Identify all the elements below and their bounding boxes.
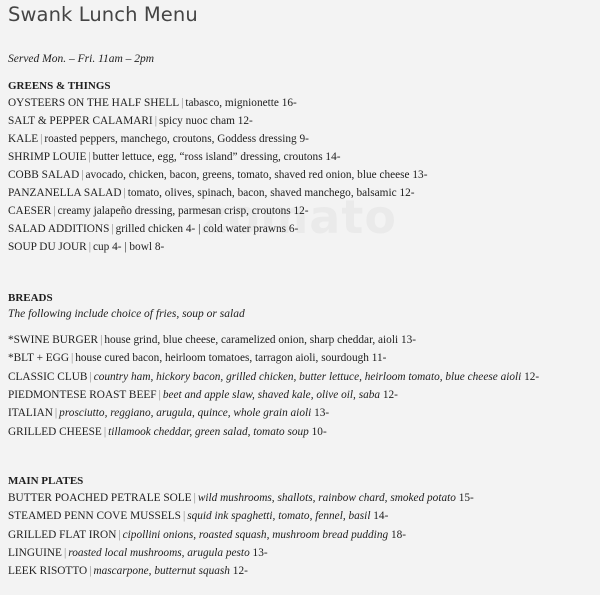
item-desc: squid ink spaghetti, tomato, fennel, basil [187,510,371,522]
section-heading-breads: BREADS [8,292,53,304]
item-desc: roasted peppers, manchego, croutons, Goddess dressing [44,133,297,145]
item-desc: tabasco, mignionette [185,97,279,109]
item-price: 13- [412,169,428,181]
menu-item: PANZANELLA SALAD | tomato, olives, spinach, bacon, shaved manchego, balsamic 12- [8,187,415,199]
menu-item: LEEK RISOTTO | mascarpone, butternut squash 12- [8,565,248,577]
menu-item: CLASSIC CLUB | country ham, hickory bacon, grilled chicken, butter lettuce, heirloom tomato, blue cheese aioli 12- [8,371,540,383]
item-name: SOUP DU JOUR [8,241,87,253]
menu-item: *SWINE BURGER | house grind, blue cheese, caramelized onion, sharp cheddar, aioli 13- [8,334,416,346]
item-desc: roasted local mushrooms, arugula pesto [68,547,250,559]
item-name: GRILLED CHEESE [8,426,102,438]
item-name: LEEK RISOTTO [8,565,88,577]
menu-item: SHRIMP LOUIE | butter lettuce, egg, “ross island” dressing, croutons 14- [8,151,341,163]
item-name: SALAD ADDITIONS [8,223,110,235]
item-name: KALE [8,133,39,145]
item-price: 10- [311,426,327,438]
menu-item: SOUP DU JOUR | cup 4- | bowl 8- [8,241,165,253]
item-name: PANZANELLA SALAD [8,187,122,199]
item-name: ITALIAN [8,407,53,419]
item-name: COBB SALAD [8,169,80,181]
item-name: SHRIMP LOUIE [8,151,87,163]
item-name: PIEDMONTESE ROAST BEEF [8,389,157,401]
item-desc: grilled chicken 4- | cold water prawns [115,223,287,235]
item-name: SALT & PEPPER CALAMARI [8,115,153,127]
menu-item: CAESER | creamy jalapeño dressing, parmesan crisp, croutons 12- [8,205,309,217]
item-desc: prosciutto, reggiano, arugula, quince, whole grain aioli [59,407,312,419]
item-name: LINGUINE [8,547,62,559]
menu-item: *BLT + EGG | house cured bacon, heirloom tomatoes, tarragon aioli, sourdough 11- [8,352,387,364]
item-name: GRILLED FLAT IRON [8,529,117,541]
item-price: 14- [373,510,389,522]
breads-note: The following include choice of fries, soup or salad [8,308,245,320]
item-name: BUTTER POACHED PETRALE SOLE [8,492,192,504]
item-desc: cipollini onions, roasted squash, mushroom bread pudding [122,529,389,541]
menu-item: BUTTER POACHED PETRALE SOLE | wild mushrooms, shallots, rainbow chard, smoked potato 15- [8,492,474,504]
item-desc: spicy nuoc cham [158,115,235,127]
item-price: 9- [299,133,309,145]
item-name: CLASSIC CLUB [8,371,88,383]
item-name: *SWINE BURGER [8,334,99,346]
item-desc: mascarpone, butternut squash [93,565,230,577]
item-desc: creamy jalapeño dressing, parmesan crisp, croutons [57,205,291,217]
menu-item: SALT & PEPPER CALAMARI | spicy nuoc cham 12- [8,115,253,127]
item-price: 13- [400,334,416,346]
menu-item: KALE | roasted peppers, manchego, croutons, Goddess dressing 9- [8,133,309,145]
item-price: 13- [252,547,268,559]
item-desc: house grind, blue cheese, caramelized onion, sharp cheddar, aioli [104,334,399,346]
item-price: 11- [371,352,387,364]
item-price: 15- [458,492,474,504]
item-name: CAESER [8,205,52,217]
item-desc: avocado, chicken, bacon, greens, tomato, shaved red onion, blue cheese [85,169,410,181]
menu-item: ITALIAN | prosciutto, reggiano, arugula, quince, whole grain aioli 13- [8,407,330,419]
item-price: 12- [524,371,540,383]
item-price: 12- [232,565,248,577]
item-price: 6- [288,223,299,235]
item-name: OYSTEERS ON THE HALF SHELL [8,97,180,109]
item-desc: wild mushrooms, shallots, rainbow chard, smoked potato [197,492,456,504]
item-desc: tillamook cheddar, green salad, tomato soup [108,426,309,438]
item-price: 12- [293,205,309,217]
menu-item: OYSTEERS ON THE HALF SHELL | tabasco, mignionette 16- [8,97,297,109]
section-heading-greens: GREENS & THINGS [8,80,111,92]
menu-title: Swank Lunch Menu [8,3,198,26]
item-desc: country ham, hickory bacon, grilled chicken, butter lettuce, heirloom tomato, blue cheese aioli [93,371,522,383]
item-price: 18- [390,529,407,541]
menu-item: SALAD ADDITIONS | grilled chicken 4- | cold water prawns 6- [8,223,299,235]
item-desc: tomato, olives, spinach, bacon, shaved manchego, balsamic [127,187,397,199]
item-price: 8- [154,241,165,253]
item-price: 12- [382,389,398,401]
menu-item: GRILLED FLAT IRON | cipollini onions, roasted squash, mushroom bread pudding 18- [8,529,407,541]
item-price: 14- [325,151,341,163]
item-desc: house cured bacon, heirloom tomatoes, tarragon aioli, sourdough [75,352,369,364]
menu-item: COBB SALAD | avocado, chicken, bacon, greens, tomato, shaved red onion, blue cheese 13- [8,169,428,181]
item-price: 16- [281,97,297,109]
item-price: 13- [314,407,330,419]
menu-item: GRILLED CHEESE | tillamook cheddar, green salad, tomato soup 10- [8,426,327,438]
item-name: STEAMED PENN COVE MUSSELS [8,510,181,522]
item-price: 12- [399,187,415,199]
item-desc: cup 4- | bowl [92,241,153,253]
section-heading-mains: MAIN PLATES [8,475,84,487]
item-desc: beet and apple slaw, shaved kale, olive oil, saba [162,389,381,401]
menu-item: PIEDMONTESE ROAST BEEF | beet and apple slaw, shaved kale, olive oil, saba 12- [8,389,398,401]
item-name: *BLT + EGG [8,352,69,364]
item-desc: butter lettuce, egg, “ross island” dressing, croutons [92,151,323,163]
served-hours: Served Mon. – Fri. 11am – 2pm [8,53,155,65]
item-price: 12- [237,115,253,127]
menu-item: LINGUINE | roasted local mushrooms, arugula pesto 13- [8,547,268,559]
menu-item: STEAMED PENN COVE MUSSELS | squid ink spaghetti, tomato, fennel, basil 14- [8,510,389,522]
